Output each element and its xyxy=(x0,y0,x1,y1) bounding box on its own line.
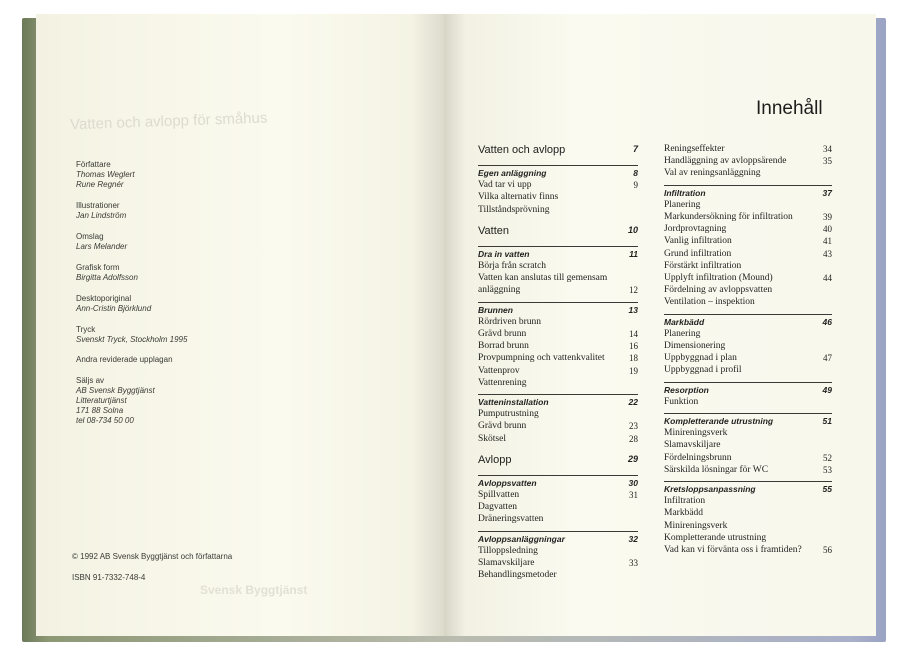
colophon-block xyxy=(76,294,396,314)
toc-column-2 xyxy=(664,144,832,594)
toc-item xyxy=(664,465,832,475)
section-rule xyxy=(664,481,832,482)
toc-entry-text: Avloppsanläggningar xyxy=(478,533,565,544)
toc-item xyxy=(478,205,638,215)
toc-entry-text: Vad kan vi förvänta oss i framtiden? xyxy=(664,545,802,555)
toc-item xyxy=(664,397,832,407)
section-rule xyxy=(664,185,832,186)
colophon-name: tel 08-734 50 00 xyxy=(76,416,134,425)
toc-entry-text: Ventilation – inspektion xyxy=(664,297,755,308)
toc-item xyxy=(478,180,638,190)
section-rule xyxy=(478,246,638,247)
toc-item xyxy=(664,341,832,351)
toc-entry-text: Uppbyggnad i plan xyxy=(664,353,737,364)
toc-item xyxy=(664,353,832,363)
toc-entry-text: Infiltration xyxy=(664,496,706,507)
section-rule xyxy=(664,382,832,383)
toc-page-number: 23 xyxy=(629,421,638,432)
toc-page-number: 46 xyxy=(822,316,832,327)
toc-entry-text: Funktion xyxy=(664,396,699,407)
toc-entry-text: Dräneringsvatten xyxy=(478,514,544,525)
toc-page-number: 52 xyxy=(823,452,832,463)
toc-item xyxy=(478,409,638,419)
toc-entry-text: Grävd brunn xyxy=(478,421,527,432)
toc-entry-text: anläggning xyxy=(478,285,521,296)
colophon xyxy=(76,160,396,437)
toc-item xyxy=(478,434,638,444)
toc-entry-text: Egen anläggning xyxy=(478,168,547,178)
toc-entry-text: Jordprovtagning xyxy=(664,224,727,235)
toc-entry-text: Spillvatten xyxy=(478,490,520,500)
toc-entry-text: Vad tar vi upp xyxy=(478,180,532,191)
toc-page-number: 13 xyxy=(628,304,638,315)
toc-page-number: 11 xyxy=(629,248,638,259)
toc-sub xyxy=(478,168,638,178)
section-rule xyxy=(478,394,638,395)
toc-page-number: 31 xyxy=(629,490,638,500)
colophon-block xyxy=(76,325,396,365)
show-through-logo: Svensk Byggtjänst xyxy=(200,583,308,597)
toc-item xyxy=(664,224,832,234)
toc-entry-text: Grävd brunn xyxy=(478,329,527,339)
toc-item xyxy=(664,273,832,283)
toc-page-number: 7 xyxy=(632,144,638,154)
toc-entry-text: Vattenprov xyxy=(478,365,520,376)
toc-item xyxy=(478,514,638,524)
toc-item xyxy=(478,421,638,431)
section-rule xyxy=(478,302,638,303)
toc-entry-text: Börja från scratch xyxy=(478,261,547,271)
toc-entry-text: Val av reningsanläggning xyxy=(664,168,761,179)
toc-entry-text: Fördelning av avloppsvatten xyxy=(664,285,773,296)
colophon-block xyxy=(76,232,396,252)
toc-item xyxy=(664,365,832,375)
toc-item xyxy=(478,378,638,388)
colophon-name: Birgitta Adolfsson xyxy=(76,273,138,282)
toc-head xyxy=(478,144,638,156)
toc-item xyxy=(664,329,832,339)
toc-item xyxy=(664,440,832,450)
toc-page-number: 14 xyxy=(629,329,638,339)
toc-entry-text: Grund infiltration xyxy=(664,248,732,259)
toc-page-number: 43 xyxy=(823,248,832,259)
toc-page-number: 19 xyxy=(629,365,638,376)
toc-entry-text: Kretsloppsanpassning xyxy=(664,484,756,494)
toc-column-1 xyxy=(478,144,638,594)
toc-page-number: 49 xyxy=(822,384,832,395)
toc-sub xyxy=(664,317,832,327)
toc-entry-text: Minireningsverk xyxy=(664,428,728,439)
colophon-label: Illustrationer xyxy=(76,201,120,210)
toc-page-number: 33 xyxy=(629,558,638,568)
toc-page-number: 32 xyxy=(628,533,638,544)
toc-page-number: 41 xyxy=(823,236,832,247)
toc-item xyxy=(664,144,832,154)
toc-page-number: 53 xyxy=(823,464,832,475)
toc-entry-text: Handläggning av avloppsärende xyxy=(664,156,787,167)
toc-item xyxy=(478,285,638,295)
toc-entry-text: Pumputrustning xyxy=(478,409,539,420)
toc-page-number: 8 xyxy=(633,168,638,178)
toc-sub xyxy=(478,397,638,407)
toc-page-number: 55 xyxy=(822,484,832,494)
toc-entry-text: Infiltration xyxy=(664,187,706,198)
show-through-title: Vatten och avlopp för småhus xyxy=(69,109,268,134)
toc-page-number: 29 xyxy=(627,453,638,464)
toc-entry-text: Dra in vatten xyxy=(478,248,530,259)
toc-item xyxy=(478,366,638,376)
toc-entry-text: Dimensionering xyxy=(664,341,726,351)
toc-entry-text: Minireningsverk xyxy=(664,520,728,531)
toc-item xyxy=(664,249,832,259)
colophon-name: Lars Melander xyxy=(76,242,128,251)
toc-item xyxy=(664,200,832,210)
colophon-label: Desktoporiginal xyxy=(76,294,132,303)
colophon-name: Thomas Weglert xyxy=(76,170,135,179)
toc-sub xyxy=(664,484,832,494)
toc-entry-text: Skötsel xyxy=(478,433,506,444)
toc-entry-text: Markbädd xyxy=(664,316,705,327)
toc-title: Innehåll xyxy=(756,98,823,119)
toc-sub xyxy=(478,534,638,544)
toc-item xyxy=(478,261,638,271)
toc-entry-text: Vanlig infiltration xyxy=(664,236,732,247)
toc-page-number: 10 xyxy=(627,224,638,235)
toc-page-number: 18 xyxy=(629,353,638,364)
toc-entry-text: Särskilda lösningar för WC xyxy=(664,464,769,475)
toc-entry-text: Slamavskiljare xyxy=(478,558,535,568)
toc-sub xyxy=(478,478,638,488)
isbn: ISBN 91-7332-748-4 xyxy=(72,573,146,582)
toc-item xyxy=(664,212,832,222)
toc-entry-text: Markbädd xyxy=(664,508,704,519)
colophon-block xyxy=(76,160,396,190)
toc-item xyxy=(664,545,832,555)
colophon-label: Omslag xyxy=(76,232,104,241)
colophon-name: Svenskt Tryck, Stockholm 1995 xyxy=(76,335,188,344)
toc-entry-text: Vatten xyxy=(478,224,509,237)
colophon-label: Tryck xyxy=(76,325,96,334)
toc-entry-text: Kompletterande utrustning xyxy=(664,532,767,543)
toc-item xyxy=(664,428,832,438)
copyright-notice: © 1992 AB Svensk Byggtjänst och författarna xyxy=(72,552,233,561)
colophon-name: Jan Lindström xyxy=(76,211,127,220)
toc-item xyxy=(478,490,638,500)
toc-entry-text: Resorption xyxy=(664,384,709,395)
section-rule xyxy=(478,165,638,166)
colophon-edition: Andra reviderade upplagan xyxy=(76,355,173,364)
toc-entry-text: Avloppsvatten xyxy=(478,477,537,488)
toc-entry-text: Uppbyggnad i profil xyxy=(664,365,742,376)
toc-sub xyxy=(478,249,638,259)
section-rule xyxy=(478,531,638,532)
toc-entry-text: Slamavskiljare xyxy=(664,440,721,451)
toc-page-number: 44 xyxy=(823,273,832,283)
toc-entry-text: Markundersökning för infiltration xyxy=(664,212,793,222)
colophon-block xyxy=(76,376,396,426)
toc-page-number: 51 xyxy=(822,416,832,426)
toc-item xyxy=(664,508,832,518)
toc-item xyxy=(664,453,832,463)
toc-entry-text: Vatteninstallation xyxy=(478,397,549,407)
section-rule xyxy=(664,314,832,315)
toc-page-number: 47 xyxy=(823,353,832,364)
toc-head xyxy=(478,225,638,237)
colophon-name: Litteraturtjänst xyxy=(76,396,127,405)
toc-item xyxy=(478,558,638,568)
toc-page-number: 16 xyxy=(629,341,638,352)
toc-sub xyxy=(664,416,832,426)
toc-page-number: 30 xyxy=(628,477,638,488)
toc-item xyxy=(664,261,832,271)
colophon-name: 171 88 Solna xyxy=(76,406,124,415)
toc-item xyxy=(478,192,638,202)
toc-item xyxy=(478,273,638,283)
toc-entry-text: Planering xyxy=(664,199,701,210)
toc-item xyxy=(664,236,832,246)
toc-page-number: 28 xyxy=(629,433,638,444)
toc-item xyxy=(664,521,832,531)
toc-page-number: 12 xyxy=(629,285,638,296)
colophon-block xyxy=(76,263,396,283)
colophon-name: Rune Regnér xyxy=(76,180,124,189)
section-rule xyxy=(664,413,832,414)
toc-item xyxy=(478,570,638,580)
toc-entry-text: Upplyft infiltration (Mound) xyxy=(664,273,773,283)
toc-entry-text: Vatten kan anslutas till gemensam xyxy=(478,273,608,284)
toc-entry-text: Behandlingsmetoder xyxy=(478,570,557,581)
toc-entry-text: Dagvatten xyxy=(478,502,518,513)
toc-item xyxy=(664,285,832,295)
colophon-label: Grafisk form xyxy=(76,263,120,272)
toc-item xyxy=(664,168,832,178)
toc-entry-text: Borrad brunn xyxy=(478,341,529,352)
toc-page-number: 22 xyxy=(628,397,638,407)
section-rule xyxy=(478,475,638,476)
toc-entry-text: Fördelningsbrunn xyxy=(664,452,732,463)
toc-page-number: 35 xyxy=(823,156,832,167)
toc-entry-text: Vatten och avlopp xyxy=(478,144,566,156)
toc-entry-text: Vilka alternativ finns xyxy=(478,192,559,203)
toc-page-number: 37 xyxy=(822,187,832,198)
toc-sub xyxy=(664,188,832,198)
toc-item xyxy=(478,329,638,339)
toc-item xyxy=(478,353,638,363)
toc-item xyxy=(664,533,832,543)
toc-page-number: 56 xyxy=(823,545,832,555)
toc-entry-text: Reningseffekter xyxy=(664,144,725,154)
toc-item xyxy=(664,297,832,307)
toc-page-number: 39 xyxy=(823,212,832,222)
toc-head xyxy=(478,454,638,466)
toc-entry-text: Tilloppsledning xyxy=(478,545,538,556)
toc-entry-text: Avlopp xyxy=(478,453,512,466)
toc-entry-text: Vattenrening xyxy=(478,377,527,388)
toc-item xyxy=(478,546,638,556)
colophon-name: AB Svensk Byggtjänst xyxy=(76,386,155,395)
toc-entry-text: Rördriven brunn xyxy=(478,316,542,327)
toc-item xyxy=(478,502,638,512)
toc-item xyxy=(478,341,638,351)
toc-page-number: 9 xyxy=(633,180,638,191)
colophon-label: Författare xyxy=(76,160,111,169)
toc-entry-text: Förstärkt infiltration xyxy=(664,260,742,271)
toc-item xyxy=(664,156,832,166)
toc-sub xyxy=(664,385,832,395)
colophon-block xyxy=(76,201,396,221)
toc-entry-text: Brunnen xyxy=(478,304,513,315)
colophon-label: Säljs av xyxy=(76,376,105,385)
colophon-name: Ann-Cristin Björklund xyxy=(76,304,152,313)
toc-page-number: 34 xyxy=(823,144,832,154)
toc-sub xyxy=(478,305,638,315)
toc-entry-text: Kompletterande utrustning xyxy=(664,416,774,426)
toc-entry-text: Planering xyxy=(664,328,701,339)
toc-page-number: 40 xyxy=(823,224,832,235)
toc-entry-text: Tillståndsprövning xyxy=(478,204,550,215)
toc-item xyxy=(664,496,832,506)
toc-entry-text: Provpumpning och vattenkvalitet xyxy=(478,353,605,364)
toc-item xyxy=(478,317,638,327)
